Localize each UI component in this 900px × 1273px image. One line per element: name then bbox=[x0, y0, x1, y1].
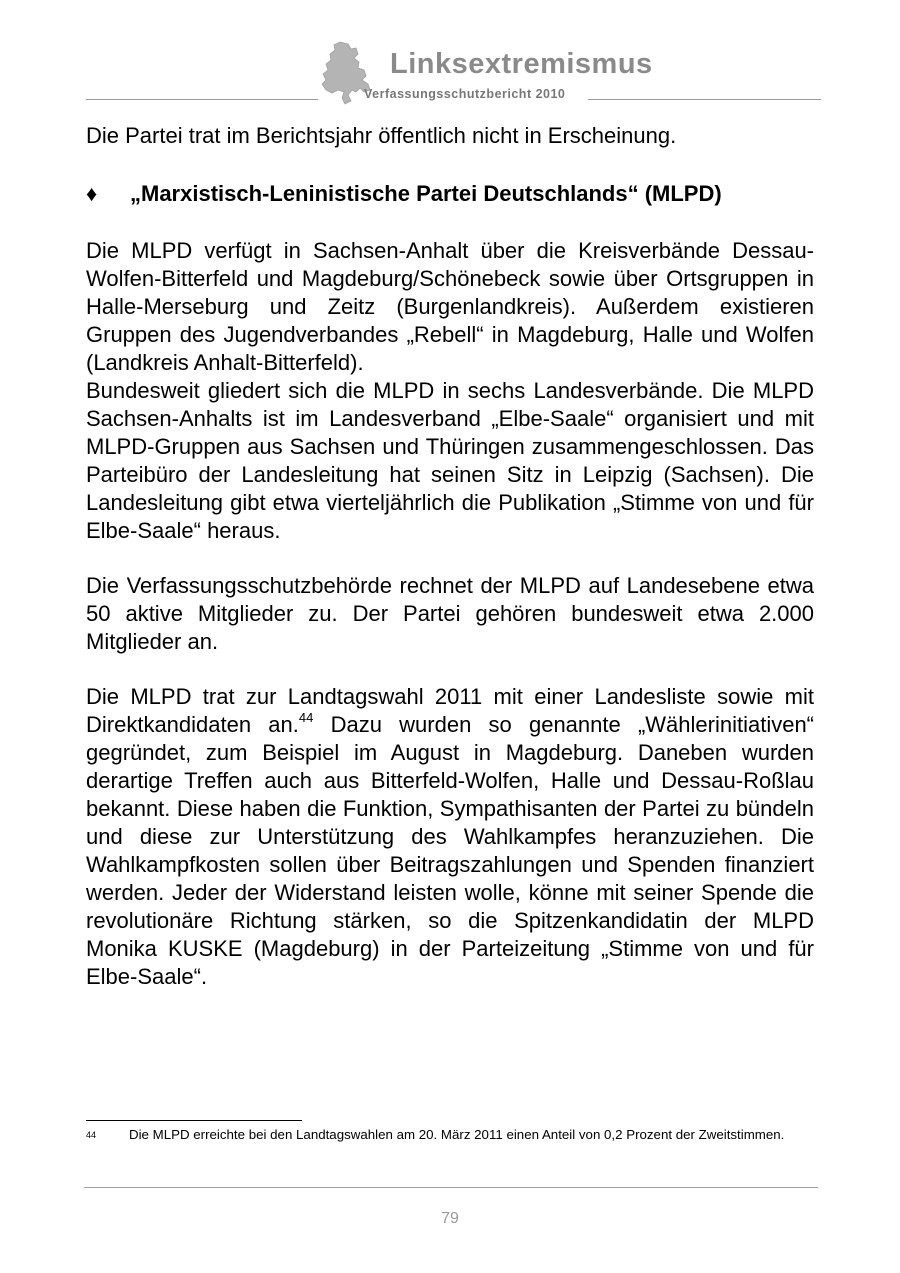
paragraph-election-part1: Die MLPD trat zur Landtagswahl 2011 mit einer Landesliste sowie mit Direktkandidaten an. bbox=[86, 684, 814, 737]
footnote-reference[interactable]: 44 bbox=[298, 710, 314, 725]
header-title: Linksextremismus bbox=[390, 48, 653, 80]
footer-rule bbox=[84, 1187, 818, 1188]
page-header bbox=[0, 0, 900, 110]
footnote bbox=[86, 1126, 814, 1144]
diamond-bullet-icon: ♦ bbox=[86, 181, 98, 206]
footnote-number: 44 bbox=[86, 1130, 97, 1140]
page-number: 79 bbox=[441, 1210, 459, 1227]
header-rule-left bbox=[86, 99, 318, 100]
paragraph-election bbox=[86, 683, 814, 991]
footnote-text: Die MLPD erreichte bei den Landtagswahlen am 20. März 2011 einen Anteil von 0,2 Prozent der Zweitstimmen. bbox=[129, 1127, 785, 1142]
header-rule-right bbox=[588, 99, 821, 100]
paragraph-federal-structure: Bundesweit gliedert sich die MLPD in sechs Landesverbände. Die MLPD Sachsen-Anhalts ist im Landesverband „Elbe-Saale“ organisiert und mit MLPD-Gruppen aus Sachsen und Thüringen zusammengeschlossen. Das Parteibüro der Landesleitung hat seinen Sitz in Leipzig (Sachsen). Die Landesleitung gibt etwa vierteljährlich die Publikation „Stimme von und für Elbe-Saale“ heraus. bbox=[86, 378, 814, 543]
intro-sentence: Die Partei trat im Berichtsjahr öffentlich nicht in Erscheinung. bbox=[86, 123, 677, 148]
paragraph-organisation: Die MLPD verfügt in Sachsen-Anhalt über die Kreisverbände Dessau-Wolfen-Bitterfeld und Magdeburg/Schönebeck sowie über Ortsgruppen in Halle-Merseburg und Zeitz (Burgenlandkreis). Außerdem existieren Gruppen des Jugendverbandes „Rebell“ in Magdeburg, Halle und Wolfen (Landkreis Anhalt-Bitterfeld). bbox=[86, 238, 814, 375]
section-heading-text: „Marxistisch-Leninistische Partei Deutschlands“ (MLPD) bbox=[130, 181, 722, 206]
paragraph-block-1 bbox=[86, 237, 814, 545]
footnote-rule bbox=[86, 1120, 302, 1121]
paragraph-election-part2: Dazu wurden so genannte „Wählerinitiativen“ gegründet, zum Beispiel im August in Magdeburg. Daneben wurden derartige Treffen auch aus Bitterfeld-Wolfen, Halle und Dessau-Roßlau bekannt. Diese haben die Funktion, Sympathisanten der Partei zu bündeln und diese zur Unterstützung des Wahlkampfes heranzuziehen. Die Wahlkampfkosten sollen über Beitragszahlungen und Spenden finanziert werden. Jeder der Widerstand leisten wolle, könne mit seiner Spende die revolutionäre Richtung stärken, so die Spitzenkandidatin der MLPD Monika KUSKE (Magdeburg) in der Parteizeitung „Stimme von und für Elbe-Saale“. bbox=[86, 712, 815, 989]
paragraph-membership: Die Verfassungsschutzbehörde rechnet der MLPD auf Landesebene etwa 50 aktive Mitglieder zu. Der Partei gehören bundesweit etwa 2.000 Mitglieder an. bbox=[86, 573, 814, 654]
header-subtitle: Verfassungsschutzbericht 2010 bbox=[364, 87, 566, 101]
